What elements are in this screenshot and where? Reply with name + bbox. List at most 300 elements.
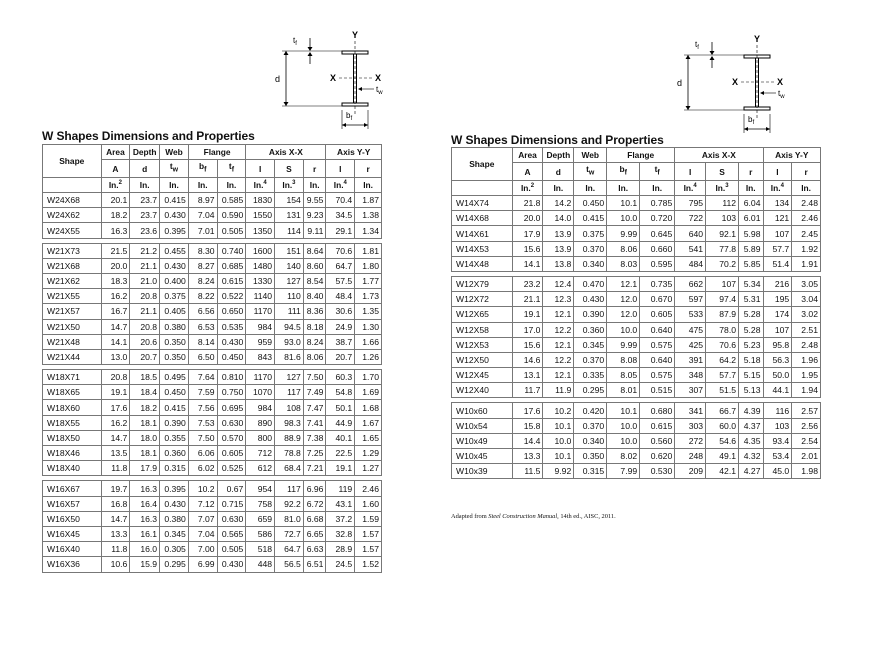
- sym-tf: $t_f$: [217, 160, 246, 178]
- flange-thickness-cell: 0.560: [640, 433, 675, 448]
- iy-cell: 56.3: [763, 352, 792, 367]
- table-row: [43, 289, 382, 304]
- area-cell: 11.7: [512, 383, 543, 398]
- iy-cell: 34.5: [326, 208, 355, 223]
- rx-cell: 6.01: [739, 211, 763, 226]
- flange-thickness-cell: 0.515: [640, 383, 675, 398]
- web-thickness-cell: 0.360: [574, 322, 607, 337]
- rx-cell: 7.50: [303, 370, 326, 385]
- table-row: [452, 322, 821, 337]
- rx-cell: 6.63: [303, 542, 326, 557]
- iy-cell: 119: [326, 481, 355, 496]
- header-shape: Shape: [452, 148, 513, 181]
- depth-cell: 16.0: [130, 542, 160, 557]
- rx-cell: 7.21: [303, 461, 326, 476]
- rx-cell: 5.28: [739, 322, 763, 337]
- flange-width-cell: 7.99: [607, 464, 640, 479]
- source-footnote: Adapted from Steel Construction Manual, 14th ed., AISC, 2011.: [451, 513, 616, 520]
- table-row: [452, 226, 821, 241]
- web-thickness-cell: 0.370: [574, 241, 607, 256]
- ry-cell: 1.81: [355, 243, 382, 258]
- diagram-tf-label: $t_f$: [293, 36, 297, 47]
- table-row: [452, 368, 821, 383]
- ry-cell: 1.34: [355, 223, 382, 238]
- sx-cell: 112: [706, 196, 739, 211]
- flange-width-cell: 8.05: [607, 368, 640, 383]
- web-thickness-cell: 0.370: [574, 418, 607, 433]
- ix-cell: 1330: [246, 273, 275, 288]
- iy-cell: 24.5: [326, 557, 355, 572]
- table-row: [43, 193, 382, 208]
- shape-cell: W10x54: [452, 418, 513, 433]
- unit-ry: In.: [792, 180, 821, 195]
- header-area: Area: [101, 145, 130, 160]
- ry-cell: 1.98: [792, 464, 821, 479]
- area-cell: 14.6: [512, 352, 543, 367]
- rx-cell: 8.24: [303, 334, 326, 349]
- flange-width-cell: 6.53: [188, 319, 217, 334]
- iy-cell: 40.1: [326, 430, 355, 445]
- depth-cell: 9.92: [543, 464, 574, 479]
- flange-width-cell: 7.50: [188, 430, 217, 445]
- web-thickness-cell: 0.400: [160, 273, 189, 288]
- flange-width-cell: 8.22: [188, 289, 217, 304]
- iy-cell: 28.9: [326, 542, 355, 557]
- sx-cell: 127: [275, 273, 304, 288]
- iy-cell: 24.9: [326, 319, 355, 334]
- table-row: [452, 196, 821, 211]
- flange-width-cell: 9.99: [607, 226, 640, 241]
- flange-width-cell: 7.53: [188, 415, 217, 430]
- ry-cell: 2.48: [792, 196, 821, 211]
- depth-cell: 18.1: [130, 446, 160, 461]
- sx-cell: 107: [706, 276, 739, 291]
- flange-width-cell: 10.0: [607, 418, 640, 433]
- ry-cell: 1.91: [792, 256, 821, 271]
- web-thickness-cell: 0.380: [160, 511, 189, 526]
- flange-thickness-cell: 0.530: [640, 464, 675, 479]
- flange-width-cell: 6.50: [188, 349, 217, 364]
- flange-thickness-cell: 0.785: [640, 196, 675, 211]
- iy-cell: 195: [763, 292, 792, 307]
- shape-cell: W12X72: [452, 292, 513, 307]
- area-cell: 15.8: [512, 418, 543, 433]
- area-cell: 14.1: [101, 334, 130, 349]
- depth-cell: 12.3: [543, 292, 574, 307]
- shape-cell: W10x60: [452, 403, 513, 418]
- sym-Ix: I: [246, 160, 275, 178]
- ry-cell: 1.57: [355, 542, 382, 557]
- iy-cell: 64.7: [326, 258, 355, 273]
- ry-cell: 1.52: [355, 557, 382, 572]
- ry-cell: 1.77: [355, 273, 382, 288]
- ry-cell: 1.65: [355, 430, 382, 445]
- sym-d: d: [130, 160, 160, 178]
- depth-cell: 12.2: [543, 322, 574, 337]
- sx-cell: 110: [275, 289, 304, 304]
- flange-thickness-cell: 0.585: [217, 193, 246, 208]
- web-thickness-cell: 0.340: [574, 433, 607, 448]
- shape-cell: W14X68: [452, 211, 513, 226]
- table-row: [43, 334, 382, 349]
- web-thickness-cell: 0.450: [574, 196, 607, 211]
- area-cell: 16.3: [101, 223, 130, 238]
- area-cell: 17.6: [512, 403, 543, 418]
- ix-cell: 1550: [246, 208, 275, 223]
- rx-cell: 5.13: [739, 383, 763, 398]
- web-thickness-cell: 0.390: [160, 415, 189, 430]
- flange-thickness-cell: 0.640: [640, 352, 675, 367]
- shape-cell: W10x39: [452, 464, 513, 479]
- iy-cell: 54.8: [326, 385, 355, 400]
- sym-Iy: I: [763, 163, 792, 181]
- shape-cell: W12X53: [452, 337, 513, 352]
- sym-Sx: S: [275, 160, 304, 178]
- flange-width-cell: 8.30: [188, 243, 217, 258]
- area-cell: 16.7: [101, 304, 130, 319]
- table-row: [43, 481, 382, 496]
- flange-width-cell: 8.27: [188, 258, 217, 273]
- iy-cell: 93.4: [763, 433, 792, 448]
- area-cell: 13.3: [101, 526, 130, 541]
- flange-thickness-cell: 0.720: [640, 211, 675, 226]
- table-row: [452, 211, 821, 226]
- sx-cell: 81.0: [275, 511, 304, 526]
- header-depth: Depth: [543, 148, 574, 163]
- web-thickness-cell: 0.455: [160, 243, 189, 258]
- ix-cell: 425: [675, 337, 706, 352]
- flange-thickness-cell: 0.565: [217, 526, 246, 541]
- flange-thickness-cell: 0.522: [217, 289, 246, 304]
- sym-rx: r: [739, 163, 763, 181]
- ry-cell: 1.67: [355, 415, 382, 430]
- shape-cell: W21X50: [43, 319, 102, 334]
- shape-cell: W16X50: [43, 511, 102, 526]
- flange-width-cell: 7.00: [188, 542, 217, 557]
- area-cell: 20.0: [512, 211, 543, 226]
- table-row: [452, 256, 821, 271]
- ry-cell: 2.46: [792, 211, 821, 226]
- unit-Iy: In.$^4$: [763, 180, 792, 195]
- shape-cell: W14X61: [452, 226, 513, 241]
- web-thickness-cell: 0.375: [574, 226, 607, 241]
- flange-thickness-cell: 0.575: [640, 368, 675, 383]
- header-web: Web: [160, 145, 189, 160]
- diagram-tw-label: $t_w$: [376, 85, 383, 96]
- shape-cell: W14X53: [452, 241, 513, 256]
- iy-cell: 116: [763, 403, 792, 418]
- sym-bf: $b_f$: [607, 163, 640, 181]
- area-cell: 21.5: [101, 243, 130, 258]
- sx-cell: 51.5: [706, 383, 739, 398]
- table-row: [43, 430, 382, 445]
- table-row: [43, 400, 382, 415]
- svg-text:X: X: [732, 77, 739, 87]
- sx-cell: 49.1: [706, 449, 739, 464]
- shape-cell: W21X68: [43, 258, 102, 273]
- left-properties-table: [42, 144, 382, 573]
- flange-thickness-cell: 0.740: [217, 243, 246, 258]
- ix-cell: 640: [675, 226, 706, 241]
- depth-cell: 18.4: [130, 385, 160, 400]
- sx-cell: 81.6: [275, 349, 304, 364]
- ry-cell: 1.66: [355, 334, 382, 349]
- unit-rx: In.: [303, 177, 326, 192]
- depth-cell: 23.7: [130, 193, 160, 208]
- header-axis-xx: Axis X-X: [675, 148, 763, 163]
- sx-cell: 57.7: [706, 368, 739, 383]
- area-cell: 13.1: [512, 368, 543, 383]
- table-row: [452, 464, 821, 479]
- unit-Ix: In.$^4$: [675, 180, 706, 195]
- diagram-tf-label: $t_f$: [695, 40, 699, 51]
- flange-width-cell: 8.97: [188, 193, 217, 208]
- sx-cell: 87.9: [706, 307, 739, 322]
- sym-Sx: S: [706, 163, 739, 181]
- flange-thickness-cell: 0.650: [217, 304, 246, 319]
- flange-width-cell: 7.04: [188, 526, 217, 541]
- area-cell: 23.2: [512, 276, 543, 291]
- rx-cell: 8.40: [303, 289, 326, 304]
- header-area: Area: [512, 148, 543, 163]
- depth-cell: 13.9: [543, 241, 574, 256]
- flange-width-cell: 6.02: [188, 461, 217, 476]
- shape-cell: W18X60: [43, 400, 102, 415]
- flange-width-cell: 10.1: [607, 403, 640, 418]
- rx-cell: 5.15: [739, 368, 763, 383]
- iy-cell: 60.3: [326, 370, 355, 385]
- diagram-tw-label: $t_w$: [778, 89, 785, 100]
- shape-cell: W18X71: [43, 370, 102, 385]
- sym-rx: r: [303, 160, 326, 178]
- flange-thickness-cell: 0.695: [217, 400, 246, 415]
- depth-cell: 12.2: [543, 352, 574, 367]
- ix-cell: 722: [675, 211, 706, 226]
- flange-width-cell: 7.59: [188, 385, 217, 400]
- header-shape: Shape: [43, 145, 102, 178]
- flange-thickness-cell: 0.810: [217, 370, 246, 385]
- flange-thickness-cell: 0.450: [217, 349, 246, 364]
- rx-cell: 5.34: [739, 276, 763, 291]
- sx-cell: 151: [275, 243, 304, 258]
- rx-cell: 6.72: [303, 496, 326, 511]
- web-thickness-cell: 0.415: [160, 400, 189, 415]
- area-cell: 16.2: [101, 415, 130, 430]
- ix-cell: 984: [246, 400, 275, 415]
- sym-d: d: [543, 163, 574, 181]
- iy-cell: 57.5: [326, 273, 355, 288]
- iy-cell: 50.0: [763, 368, 792, 383]
- ix-cell: 758: [246, 496, 275, 511]
- unit-rx: In.: [739, 180, 763, 195]
- unit-depth: In.: [543, 180, 574, 195]
- ry-cell: 2.45: [792, 226, 821, 241]
- depth-cell: 21.1: [130, 304, 160, 319]
- ix-cell: 712: [246, 446, 275, 461]
- flange-width-cell: 8.24: [188, 273, 217, 288]
- depth-cell: 10.2: [543, 403, 574, 418]
- web-thickness-cell: 0.430: [160, 496, 189, 511]
- flange-width-cell: 6.99: [188, 557, 217, 572]
- sym-tf: $t_f$: [640, 163, 675, 181]
- table-row: [43, 557, 382, 572]
- flange-thickness-cell: 0.525: [217, 461, 246, 476]
- ry-cell: 2.56: [792, 418, 821, 433]
- area-cell: 10.6: [101, 557, 130, 572]
- table-row: [43, 370, 382, 385]
- sx-cell: 66.7: [706, 403, 739, 418]
- shape-cell: W16X36: [43, 557, 102, 572]
- ix-cell: 1830: [246, 193, 275, 208]
- area-cell: 17.9: [512, 226, 543, 241]
- sx-cell: 140: [275, 258, 304, 273]
- right-table-title: W Shapes Dimensions and Properties: [451, 133, 664, 147]
- sx-cell: 70.6: [706, 337, 739, 352]
- header-axis-xx: Axis X-X: [246, 145, 326, 160]
- rx-cell: 9.23: [303, 208, 326, 223]
- rx-cell: 4.32: [739, 449, 763, 464]
- rx-cell: 6.68: [303, 511, 326, 526]
- area-cell: 13.5: [101, 446, 130, 461]
- table-row: [43, 223, 382, 238]
- depth-cell: 18.2: [130, 400, 160, 415]
- sx-cell: 97.4: [706, 292, 739, 307]
- table-row: [43, 526, 382, 541]
- iy-cell: 103: [763, 418, 792, 433]
- flange-width-cell: 10.1: [607, 196, 640, 211]
- table-row: [452, 418, 821, 433]
- depth-cell: 12.1: [543, 337, 574, 352]
- flange-width-cell: 10.0: [607, 433, 640, 448]
- shape-cell: W18X65: [43, 385, 102, 400]
- web-thickness-cell: 0.335: [574, 368, 607, 383]
- area-cell: 14.7: [101, 511, 130, 526]
- shape-cell: W12X40: [452, 383, 513, 398]
- flange-thickness-cell: 0.670: [640, 292, 675, 307]
- svg-text:d: d: [677, 78, 683, 88]
- depth-cell: 21.0: [130, 273, 160, 288]
- ry-cell: 2.57: [792, 403, 821, 418]
- flange-width-cell: 12.0: [607, 307, 640, 322]
- sx-cell: 127: [275, 370, 304, 385]
- sx-cell: 64.2: [706, 352, 739, 367]
- rx-cell: 6.65: [303, 526, 326, 541]
- flange-thickness-cell: 0.570: [217, 430, 246, 445]
- shape-cell: W24X62: [43, 208, 102, 223]
- depth-cell: 16.3: [130, 511, 160, 526]
- ix-cell: 272: [675, 433, 706, 448]
- depth-cell: 11.9: [543, 383, 574, 398]
- sx-cell: 60.0: [706, 418, 739, 433]
- left-table-title: W Shapes Dimensions and Properties: [42, 129, 255, 143]
- unit-depth: In.: [130, 177, 160, 192]
- table-row: [43, 319, 382, 334]
- ry-cell: 1.96: [792, 352, 821, 367]
- ix-cell: 391: [675, 352, 706, 367]
- depth-cell: 16.4: [130, 496, 160, 511]
- flange-thickness-cell: 0.590: [217, 208, 246, 223]
- rx-cell: 5.18: [739, 352, 763, 367]
- sx-cell: 88.9: [275, 430, 304, 445]
- iy-cell: 20.7: [326, 349, 355, 364]
- ix-cell: 659: [246, 511, 275, 526]
- header-depth: Depth: [130, 145, 160, 160]
- depth-cell: 18.1: [130, 415, 160, 430]
- rx-cell: 6.51: [303, 557, 326, 572]
- web-thickness-cell: 0.415: [574, 211, 607, 226]
- ix-cell: 1480: [246, 258, 275, 273]
- flange-thickness-cell: 0.685: [217, 258, 246, 273]
- ry-cell: 1.87: [355, 193, 382, 208]
- rx-cell: 8.60: [303, 258, 326, 273]
- right-properties-table: [451, 147, 821, 479]
- svg-text:X: X: [375, 73, 382, 83]
- area-cell: 11.8: [101, 461, 130, 476]
- ry-cell: 1.80: [355, 258, 382, 273]
- web-thickness-cell: 0.315: [160, 461, 189, 476]
- shape-cell: W18X46: [43, 446, 102, 461]
- ry-cell: 1.35: [355, 304, 382, 319]
- depth-cell: 13.8: [543, 256, 574, 271]
- rx-cell: 7.49: [303, 385, 326, 400]
- unit-blank: [43, 177, 102, 192]
- unit-tf: In.: [217, 177, 246, 192]
- table-row: [43, 496, 382, 511]
- unit-bf: In.: [188, 177, 217, 192]
- flange-thickness-cell: 0.535: [217, 319, 246, 334]
- ix-cell: 348: [675, 368, 706, 383]
- ry-cell: 1.92: [792, 241, 821, 256]
- rx-cell: 5.23: [739, 337, 763, 352]
- rx-cell: 6.96: [303, 481, 326, 496]
- shape-cell: W12X45: [452, 368, 513, 383]
- shape-cell: W21X62: [43, 273, 102, 288]
- ry-cell: 1.73: [355, 289, 382, 304]
- flange-width-cell: 7.04: [188, 208, 217, 223]
- sym-A: A: [512, 163, 543, 181]
- table-row: [452, 383, 821, 398]
- shape-cell: W14X48: [452, 256, 513, 271]
- table-row: [43, 208, 382, 223]
- shape-cell: W14X74: [452, 196, 513, 211]
- ry-cell: 2.51: [792, 322, 821, 337]
- flange-width-cell: 10.0: [607, 211, 640, 226]
- ry-cell: 1.70: [355, 370, 382, 385]
- depth-cell: 18.5: [130, 370, 160, 385]
- flange-thickness-cell: 0.735: [640, 276, 675, 291]
- iy-cell: 50.1: [326, 400, 355, 415]
- table-row: [43, 385, 382, 400]
- flange-thickness-cell: 0.660: [640, 241, 675, 256]
- area-cell: 14.1: [512, 256, 543, 271]
- ix-cell: 890: [246, 415, 275, 430]
- web-thickness-cell: 0.315: [574, 464, 607, 479]
- sx-cell: 103: [706, 211, 739, 226]
- unit-area: In.$^2$: [512, 180, 543, 195]
- svg-text:Y: Y: [754, 34, 761, 44]
- flange-width-cell: 12.0: [607, 292, 640, 307]
- ry-cell: 2.46: [355, 481, 382, 496]
- unit-Ix: In.$^4$: [246, 177, 275, 192]
- depth-cell: 18.0: [130, 430, 160, 445]
- iy-cell: 70.6: [326, 243, 355, 258]
- shape-cell: W16X40: [43, 542, 102, 557]
- table-row: [452, 307, 821, 322]
- area-cell: 21.8: [512, 196, 543, 211]
- unit-blank: [452, 180, 513, 195]
- shape-cell: W12X50: [452, 352, 513, 367]
- flange-width-cell: 8.01: [607, 383, 640, 398]
